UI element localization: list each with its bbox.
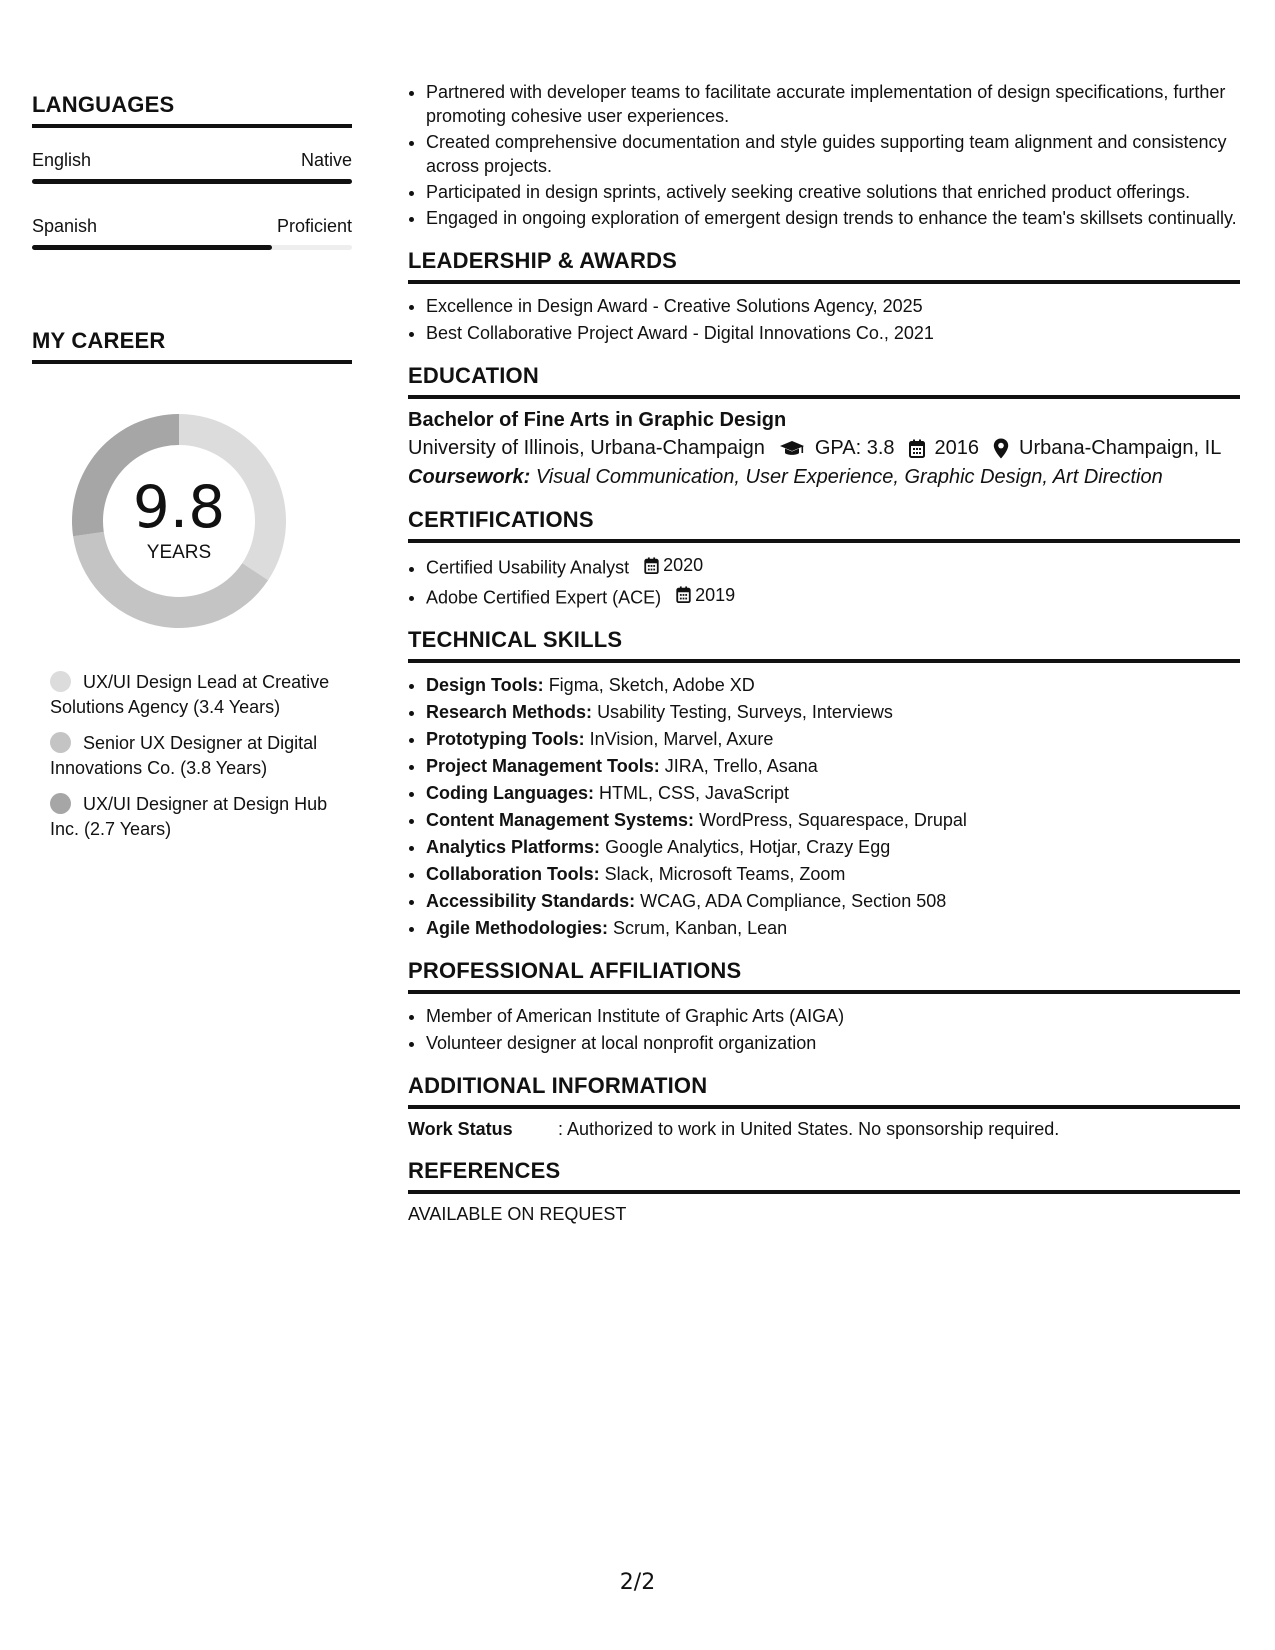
career-legend [50, 670, 340, 842]
legend-dot [50, 732, 71, 753]
awards-list [408, 294, 1240, 345]
skill-item [426, 916, 1240, 940]
language-name: English [32, 150, 92, 170]
skill-value: Figma, Sketch, Adobe XD [548, 675, 755, 695]
skill-label: Content Management Systems: [426, 810, 695, 830]
awards-section [408, 248, 1240, 345]
career-total-years: 9.8 [132, 473, 226, 541]
certifications-section [408, 507, 1240, 609]
language-level-bar [32, 245, 352, 250]
legend-label: UX/UI Design Lead at Creative Solutions Agency (3.4 Years) [50, 672, 330, 717]
certification-year: 2020 [663, 555, 704, 575]
work-status-row [408, 1119, 1240, 1140]
skills-section [408, 627, 1240, 940]
language-item-spanish [32, 216, 352, 237]
skill-item [426, 727, 1240, 751]
legend-dot [50, 793, 71, 814]
calendar-icon [909, 439, 925, 458]
legend-label: UX/UI Designer at Design Hub Inc. (2.7 Years) [50, 794, 328, 839]
skill-value: HTML, CSS, JavaScript [599, 783, 790, 803]
education-gpa: GPA: 3.8 [814, 437, 895, 459]
career-section [32, 328, 352, 842]
list-item: • Member of American Institute of Graphic Arts (AIGA) [426, 1004, 1240, 1028]
skill-label: Analytics Platforms: [426, 837, 601, 857]
skill-item [426, 862, 1240, 886]
skill-item [426, 781, 1240, 805]
education-title: EDUCATION [408, 363, 1240, 399]
work-status-value: : Authorized to work in United States. No sponsorship required. [558, 1119, 1060, 1139]
work-status-label: Work Status [408, 1119, 513, 1139]
affiliations-section [408, 958, 1240, 1055]
calendar-icon [644, 557, 659, 574]
skill-value: InVision, Marvel, Axure [589, 729, 774, 749]
map-pin-icon [993, 438, 1009, 459]
additional-info-section [408, 1073, 1240, 1140]
education-coursework [408, 466, 1240, 489]
references-title: REFERENCES [408, 1158, 1240, 1194]
affiliations-title: PROFESSIONAL AFFILIATIONS [408, 958, 1240, 994]
education-year: 2016 [934, 437, 979, 459]
skill-label: Coding Languages: [426, 783, 594, 803]
skill-label: Accessibility Standards: [426, 891, 636, 911]
education-school: University of Illinois, Urbana-Champaign [408, 437, 765, 459]
list-item: • Volunteer designer at local nonprofit organization [426, 1031, 1240, 1055]
legend-dot [50, 671, 71, 692]
language-level-bar [32, 179, 352, 184]
certification-name: Adobe Certified Expert (ACE) [426, 587, 662, 607]
skills-title: TECHNICAL SKILLS [408, 627, 1240, 663]
education-section [408, 363, 1240, 489]
career-total-unit: YEARS [146, 542, 212, 563]
skill-value: Slack, Microsoft Teams, Zoom [604, 864, 846, 884]
language-level: Native [300, 150, 352, 170]
skill-value: JIRA, Trello, Asana [664, 756, 818, 776]
experience-bullets [408, 80, 1240, 230]
skill-item [426, 889, 1240, 913]
skill-value: Google Analytics, Hotjar, Crazy Egg [605, 837, 891, 857]
awards-title: LEADERSHIP & AWARDS [408, 248, 1240, 284]
skill-label: Collaboration Tools: [426, 864, 600, 884]
education-degree: Bachelor of Fine Arts in Graphic Design [408, 409, 787, 431]
legend-item [50, 792, 340, 842]
list-item: • Created comprehensive documentation and style guides supporting team alignment and consistency across projects. [426, 130, 1240, 178]
skills-list [408, 673, 1240, 940]
certifications-list [408, 553, 1240, 609]
additional-info-title: ADDITIONAL INFORMATION [408, 1073, 1240, 1109]
skill-value: WordPress, Squarespace, Drupal [699, 810, 967, 830]
skill-item [426, 700, 1240, 724]
language-level-fill [32, 245, 272, 250]
skill-value: WCAG, ADA Compliance, Section 508 [640, 891, 947, 911]
donut-center [66, 408, 292, 634]
list-item: • Partnered with developer teams to facilitate accurate implementation of design specifications, further promoting cohesive user experiences. [426, 80, 1240, 128]
list-item: • Best Collaborative Project Award - Digital Innovations Co., 2021 [426, 321, 1240, 345]
list-item: • Engaged in ongoing exploration of emergent design trends to enhance the team's skillsets continually. [426, 206, 1240, 230]
skill-label: Agile Methodologies: [426, 918, 608, 938]
education-details [408, 437, 1240, 460]
skill-label: Design Tools: [426, 675, 544, 695]
coursework-label: Coursework: [408, 466, 531, 488]
language-item-english [32, 150, 352, 171]
legend-item [50, 670, 340, 720]
skill-label: Research Methods: [426, 702, 593, 722]
career-title: MY CAREER [32, 328, 352, 364]
graduation-cap-icon [779, 440, 805, 458]
page-number: 2/2 [619, 1570, 656, 1595]
legend-label: Senior UX Designer at Digital Innovations Co. (3.8 Years) [50, 733, 318, 778]
legend-item [50, 731, 340, 781]
certifications-title: CERTIFICATIONS [408, 507, 1240, 543]
certification-item [426, 553, 1240, 580]
skill-item [426, 673, 1240, 697]
calendar-icon [676, 586, 691, 603]
list-item: • Participated in design sprints, actively seeking creative solutions that enriched product offerings. [426, 180, 1240, 204]
skill-item [426, 754, 1240, 778]
certification-item [426, 583, 1240, 610]
left-column [32, 92, 352, 853]
education-location: Urbana-Champaign, IL [1019, 437, 1222, 459]
skill-value: Usability Testing, Surveys, Interviews [597, 702, 893, 722]
language-level: Proficient [276, 216, 352, 236]
affiliations-list [408, 1004, 1240, 1055]
language-name: Spanish [32, 216, 98, 236]
right-column [408, 80, 1240, 1225]
skill-item [426, 808, 1240, 832]
skill-item [426, 835, 1240, 859]
certification-year: 2019 [695, 584, 736, 605]
references-text: AVAILABLE ON REQUEST [408, 1204, 627, 1224]
coursework-value: Visual Communication, User Experience, Graphic Design, Art Direction [535, 466, 1163, 488]
certification-name: Certified Usability Analyst [426, 557, 630, 578]
career-donut-chart [66, 408, 292, 634]
list-item: • Excellence in Design Award - Creative Solutions Agency, 2025 [426, 294, 1240, 318]
skill-label: Prototyping Tools: [426, 729, 585, 749]
language-level-fill [32, 179, 352, 184]
skill-label: Project Management Tools: [426, 756, 660, 776]
references-section [408, 1158, 1240, 1225]
skill-value: Scrum, Kanban, Lean [613, 918, 788, 938]
languages-title: LANGUAGES [32, 92, 352, 128]
